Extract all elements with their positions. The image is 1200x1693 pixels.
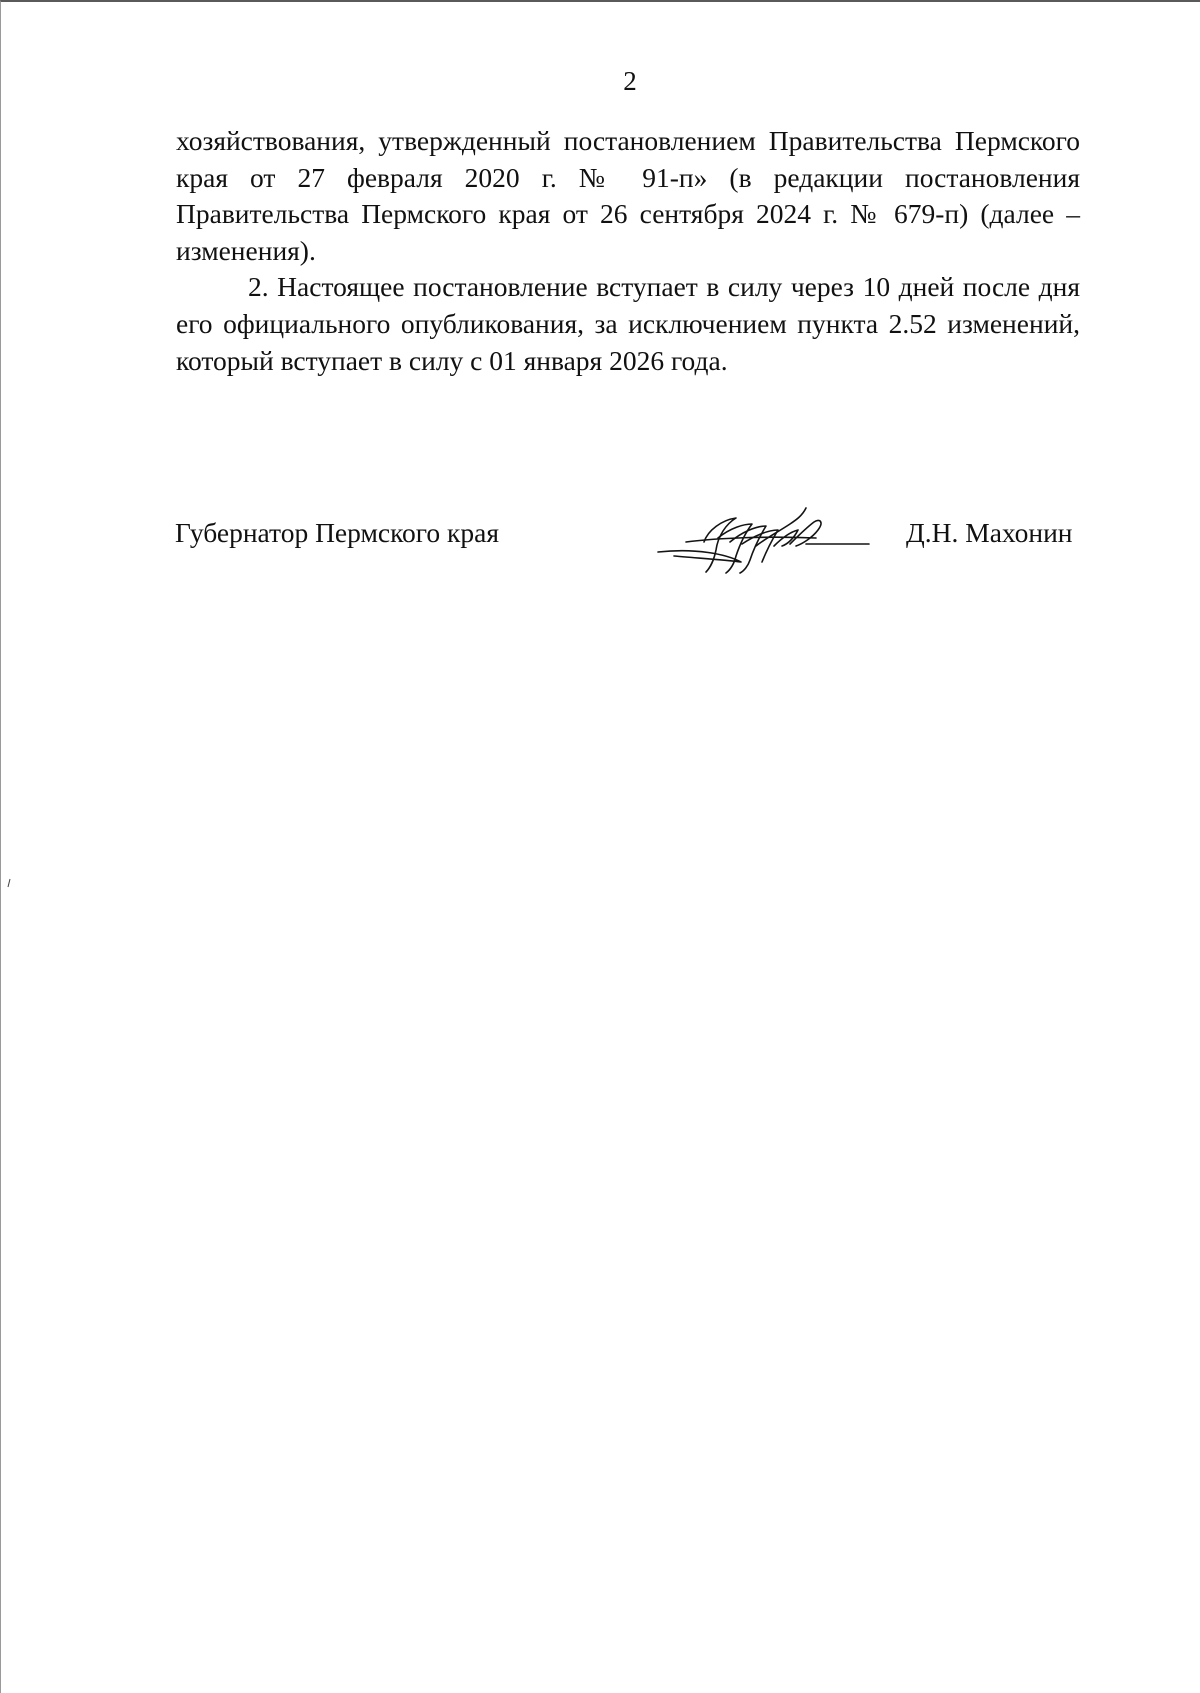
handwritten-signature (656, 502, 871, 574)
document-body (176, 123, 1080, 379)
scan-speck (7, 878, 11, 888)
paragraph-2: 2. Настоящее постановление вступает в силу через 10 дней после дня его официального опубликования, за исключением пункта 2.52 изменений, который вступает в силу с 01 января 2026 года. (176, 271, 1080, 376)
page-number: 2 (623, 66, 637, 96)
signer-name: Д.Н. Махонин (906, 517, 1073, 548)
signature-block (1, 507, 1200, 577)
paragraph-continuation: хозяйствования, утвержденный постановлением Правительства Пермского края от 27 февраля 2020 г. № 91-п» (в редакции постановления Правительства Пермского края от 26 сентября 2024 г. № 679-п) (далее – изменения). (176, 125, 1080, 266)
signer-position: Губернатор Пермского края (175, 517, 499, 548)
